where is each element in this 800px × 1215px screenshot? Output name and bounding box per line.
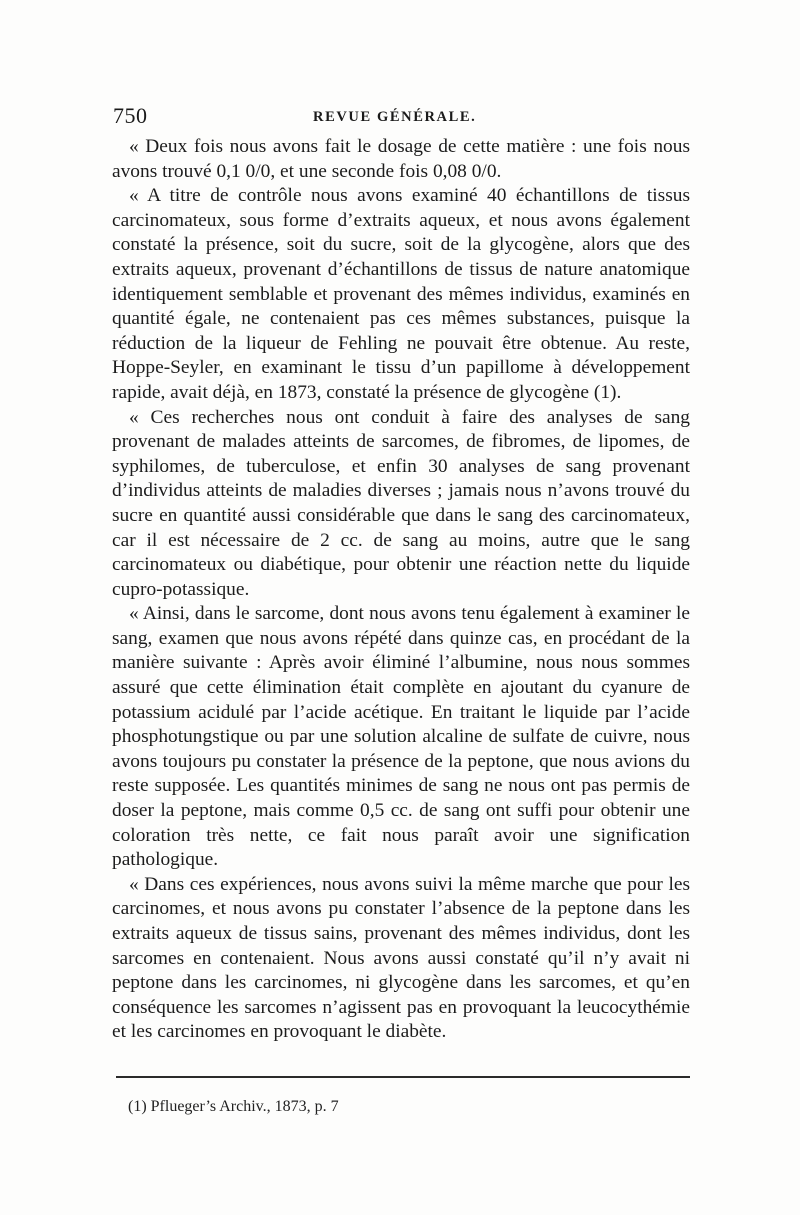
footnote-divider — [116, 1076, 690, 1078]
body-text — [112, 135, 690, 1045]
page-header — [113, 103, 690, 133]
paragraph: « A titre de contrôle nous avons examiné 40 échantillons de tissus carcinomateux, sous forme d’extraits aqueux, et nous avons également constaté la présence, soit du sucre, soit de la glycogène, alors que des extraits aqueux, provenant d’échantillons de tissus de nature anatomique identiquement semblable et provenant des mêmes individus, examinés en quantité égale, ne contenaient pas ces mêmes substances, puisque la réduction de la liqueur de Fehling ne pouvait être obtenue. Au reste, Hoppe-Seyler, en examinant le tissu d’un papillome à développement rapide, avait déjà, en 1873, constaté la présence de glycogène (1). — [112, 185, 690, 403]
paragraph: « Ainsi, dans le sarcome, dont nous avons tenu également à examiner le sang, examen que nous avons répété dans quinze cas, en procédant de la manière suivante : Après avoir éliminé l’albumine, nous nous sommes assuré que cette élimination était complète en ajoutant du cyanure de potassium acidulé par l’acide acétique. En traitant le liquide par l’acide phosphotungstique ou par une solution alcaline de sulfate de cuivre, nous avons toujours pu constater la présence de la peptone, que nous avions du reste supposée. Les quantités minimes de sang ne nous ont pas permis de doser la peptone, mais comme 0,5 cc. de sang ont suffi pour obtenir une coloration très nette, ce fait nous paraît avoir une signification pathologique. — [112, 603, 690, 871]
paragraph: « Ces recherches nous ont conduit à faire des analyses de sang provenant de malades atteints de sarcomes, de fibromes, de lipomes, de syphilomes, de tuberculose, et enfin 30 analyses de sang provenant d’individus atteints de maladies diverses ; jamais nous n’avons trouvé du sucre en quantité aussi considérable que dans le sang des carcinomateux, car il est nécessaire de 2 cc. de sang au moins, autre que le sang carcinomateux ou diabétique, pour obtenir une réaction nette du liquide cupro-potassique. — [112, 406, 690, 600]
paragraph: « Deux fois nous avons fait le dosage de cette matière : une fois nous avons trouvé 0,1 0/0, et une seconde fois 0,08 0/0. — [112, 136, 690, 182]
running-head: REVUE GÉNÉRALE. — [313, 109, 477, 125]
footnote: (1) Pflueger’s Archiv., 1873, p. 7 — [128, 1098, 339, 1115]
page-number: 750 — [113, 103, 148, 128]
paragraph: « Dans ces expériences, nous avons suivi la même marche que pour les carcinomes, et nous avons pu constater l’absence de la peptone dans les extraits aqueux de tissus sains, provenant des mêmes individus, dont les sarcomes en contenaient. Nous avons aussi constaté qu’il n’y avait ni peptone dans les carcinomes, ni glycogène dans les sarcomes, et qu’en conséquence les sarcomes n’agissent pas en provoquant la leucocythémie et les carcinomes en provoquant le diabète. — [112, 873, 690, 1043]
